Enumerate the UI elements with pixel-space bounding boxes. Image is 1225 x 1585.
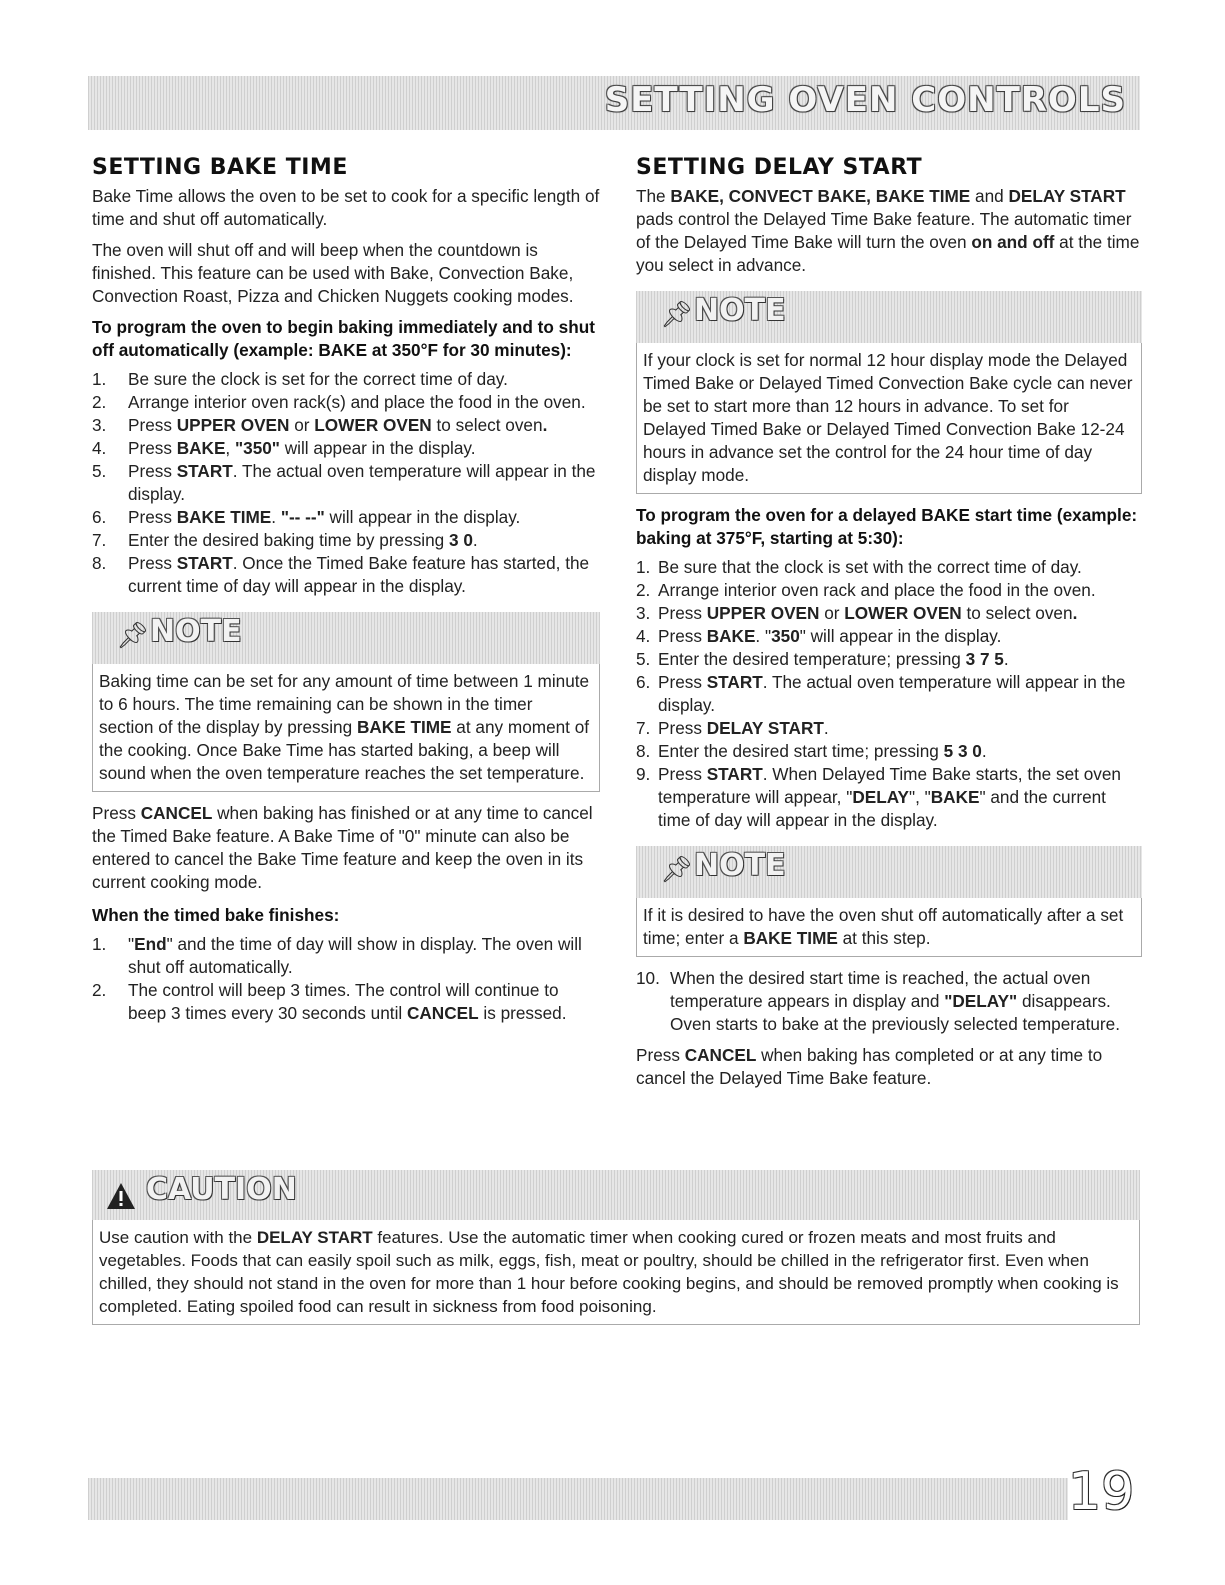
page-number: 19 bbox=[1068, 1462, 1135, 1522]
step-number: 10. bbox=[636, 968, 660, 988]
step-text: When the desired start time is reached, the actual oven temperature appears in display and "DELAY" disappears. Oven starts to bake at the previously selected temperature. bbox=[670, 968, 1120, 1034]
pushpin-icon: 📌︎ bbox=[660, 854, 694, 884]
note-header bbox=[92, 612, 600, 664]
list-item bbox=[636, 671, 1142, 717]
step-text: Press DELAY START. bbox=[658, 718, 829, 738]
step-number: 2. bbox=[92, 392, 107, 412]
right-column bbox=[636, 150, 1142, 1098]
bake-time-note bbox=[92, 612, 600, 792]
pushpin-icon: 📌︎ bbox=[116, 620, 150, 650]
step-text: Press UPPER OVEN or LOWER OVEN to select oven. bbox=[128, 415, 548, 435]
step-number: 4. bbox=[92, 438, 107, 458]
list-item bbox=[92, 979, 600, 1025]
step-number: 3. bbox=[636, 603, 651, 623]
list-item bbox=[92, 368, 600, 391]
step-text: "End" and the time of day will show in display. The oven will shut off automatically. bbox=[128, 934, 582, 977]
bake-time-steps bbox=[92, 368, 600, 598]
caution-header bbox=[92, 1170, 1140, 1220]
delay-start-program-heading: To program the oven for a delayed BAKE start time (example: baking at 375°F, starting at 5:30): bbox=[636, 505, 1138, 548]
list-item bbox=[636, 602, 1142, 625]
caution-body: Use caution with the DELAY START features. Use the automatic timer when cooking cured or frozen meats and most fruits and vegetables. Foods that can easily spoil such as milk, eggs, fish, meat or poultry, should be chilled in the refrigerator first. Even when chilled, they should not stand in the oven for more than 1 hour before cooking begins, and should be removed promptly when cooking is completed. Eating spoiled food can result in sickness from food poisoning. bbox=[92, 1220, 1140, 1325]
step-text: Arrange interior oven rack and place the food in the oven. bbox=[658, 580, 1096, 600]
timed-bake-finishes-steps bbox=[92, 933, 600, 1025]
bake-time-intro-2: The oven will shut off and will beep when the countdown is finished. This feature can be used with Bake, Convection Bake, Convection Roast, Pizza and Chicken Nuggets cooking modes. bbox=[92, 240, 574, 306]
step-text: Be sure the clock is set for the correct time of day. bbox=[128, 369, 508, 389]
step-number: 7. bbox=[636, 718, 651, 738]
step-text: Enter the desired temperature; pressing 3 7 5. bbox=[658, 649, 1009, 669]
step-number: 7. bbox=[92, 530, 107, 550]
step-number: 6. bbox=[636, 672, 651, 692]
list-item bbox=[92, 437, 600, 460]
step-number: 5. bbox=[92, 461, 107, 481]
list-item bbox=[92, 414, 600, 437]
caution-box bbox=[92, 1170, 1140, 1325]
pushpin-icon: 📌︎ bbox=[660, 299, 694, 329]
timed-bake-finishes-heading: When the timed bake finishes: bbox=[92, 905, 340, 925]
delay-start-note-2 bbox=[636, 846, 1142, 957]
note-body: If your clock is set for normal 12 hour display mode the Delayed Timed Bake or Delayed Timed Convection Bake cycle can never be set to start more than 12 hours in advance. To set for Delayed Timed Bake or Delayed Timed Convection Bake 12-24 hours in advance set the control for the 24 hour time of day display mode. bbox=[636, 343, 1142, 494]
step-number: 1. bbox=[92, 369, 107, 389]
list-item bbox=[636, 648, 1142, 671]
step-text: Enter the desired baking time by pressing 3 0. bbox=[128, 530, 478, 550]
step-text: Press UPPER OVEN or LOWER OVEN to select oven. bbox=[658, 603, 1078, 623]
step-number: 4. bbox=[636, 626, 651, 646]
step-text: Press START. Once the Timed Bake feature has started, the current time of day will appear in the display. bbox=[128, 553, 590, 596]
page-title: SETTING OVEN CONTROLS bbox=[604, 80, 1126, 120]
section-heading-delay-start: SETTING DELAY START bbox=[636, 155, 923, 180]
step-text: The control will beep 3 times. The control will continue to beep 3 times every 30 seconds until CANCEL is pressed. bbox=[128, 980, 567, 1023]
bake-time-cancel: Press CANCEL when baking has finished or at any time to cancel the Timed Bake feature. A Bake Time of "0" minute can also be entered to cancel the Bake Time feature and keep the oven in its current cooking mode. bbox=[92, 803, 593, 892]
step-number: 2. bbox=[636, 580, 651, 600]
step-number: 3. bbox=[92, 415, 107, 435]
warning-triangle-icon bbox=[106, 1182, 136, 1210]
step-text: Press BAKE, "350" will appear in the display. bbox=[128, 438, 476, 458]
step-number: 9. bbox=[636, 764, 651, 784]
step-number: 1. bbox=[636, 557, 651, 577]
step-text: Press START. When Delayed Time Bake starts, the set oven temperature will appear, "DELAY", "BAKE" and the current time of day will appear in the display. bbox=[658, 764, 1121, 830]
step-number: 6. bbox=[92, 507, 107, 527]
step-number: 1. bbox=[92, 934, 107, 954]
step-text: Arrange interior oven rack(s) and place the food in the oven. bbox=[128, 392, 586, 412]
note-label: NOTE bbox=[694, 848, 786, 883]
delay-start-step-10 bbox=[636, 967, 1142, 1036]
step-text: Press START. The actual oven temperature will appear in the display. bbox=[658, 672, 1126, 715]
delay-start-intro: The BAKE, CONVECT BAKE, BAKE TIME and DELAY START pads control the Delayed Time Bake feature. The automatic timer of the Delayed Time Bake will turn the oven on and off at the time you select in advance. bbox=[636, 186, 1140, 275]
list-item bbox=[92, 506, 600, 529]
bake-time-intro-1: Bake Time allows the oven to be set to cook for a specific length of time and shut off automatically. bbox=[92, 186, 600, 229]
note-header bbox=[636, 846, 1142, 898]
delay-start-cancel: Press CANCEL when baking has completed or at any time to cancel the Delayed Time Bake feature. bbox=[636, 1045, 1103, 1088]
delay-start-steps bbox=[636, 556, 1142, 832]
step-text: Be sure that the clock is set with the correct time of day. bbox=[658, 557, 1082, 577]
header-band bbox=[88, 76, 1140, 130]
list-item bbox=[636, 740, 1142, 763]
list-item bbox=[92, 933, 600, 979]
list-item bbox=[636, 625, 1142, 648]
note-body: Baking time can be set for any amount of time between 1 minute to 6 hours. The time remaining can be shown in the timer section of the display by pressing BAKE TIME at any moment of the cooking. Once Bake Time has started baking, a beep will sound when the oven temperature reaches the set temperature. bbox=[92, 664, 600, 792]
step-number: 2. bbox=[92, 980, 107, 1000]
list-item bbox=[92, 529, 600, 552]
delay-start-note-1 bbox=[636, 291, 1142, 494]
bake-time-program-heading: To program the oven to begin baking immediately and to shut off automatically (example: BAKE at 350°F for 30 minutes): bbox=[92, 317, 595, 360]
list-item bbox=[636, 763, 1142, 832]
list-item bbox=[92, 391, 600, 414]
list-item bbox=[636, 556, 1142, 579]
note-body: If it is desired to have the oven shut off automatically after a set time; enter a BAKE TIME at this step. bbox=[636, 898, 1142, 957]
step-text: Press START. The actual oven temperature will appear in the display. bbox=[128, 461, 596, 504]
step-text: Enter the desired start time; pressing 5 3 0. bbox=[658, 741, 987, 761]
footer-band bbox=[88, 1478, 1068, 1520]
list-item bbox=[636, 967, 1142, 1036]
step-number: 8. bbox=[636, 741, 651, 761]
step-number: 5. bbox=[636, 649, 651, 669]
step-text: Press BAKE TIME. "-- --" will appear in the display. bbox=[128, 507, 521, 527]
list-item bbox=[92, 460, 600, 506]
note-label: NOTE bbox=[694, 293, 786, 328]
list-item bbox=[92, 552, 600, 598]
section-heading-bake-time: SETTING BAKE TIME bbox=[92, 155, 348, 180]
list-item bbox=[636, 579, 1142, 602]
note-header bbox=[636, 291, 1142, 343]
note-label: NOTE bbox=[150, 614, 242, 649]
step-text: Press BAKE. "350" will appear in the display. bbox=[658, 626, 1002, 646]
left-column bbox=[92, 150, 600, 1033]
step-number: 8. bbox=[92, 553, 107, 573]
list-item bbox=[636, 717, 1142, 740]
caution-label: CAUTION bbox=[146, 1172, 297, 1207]
